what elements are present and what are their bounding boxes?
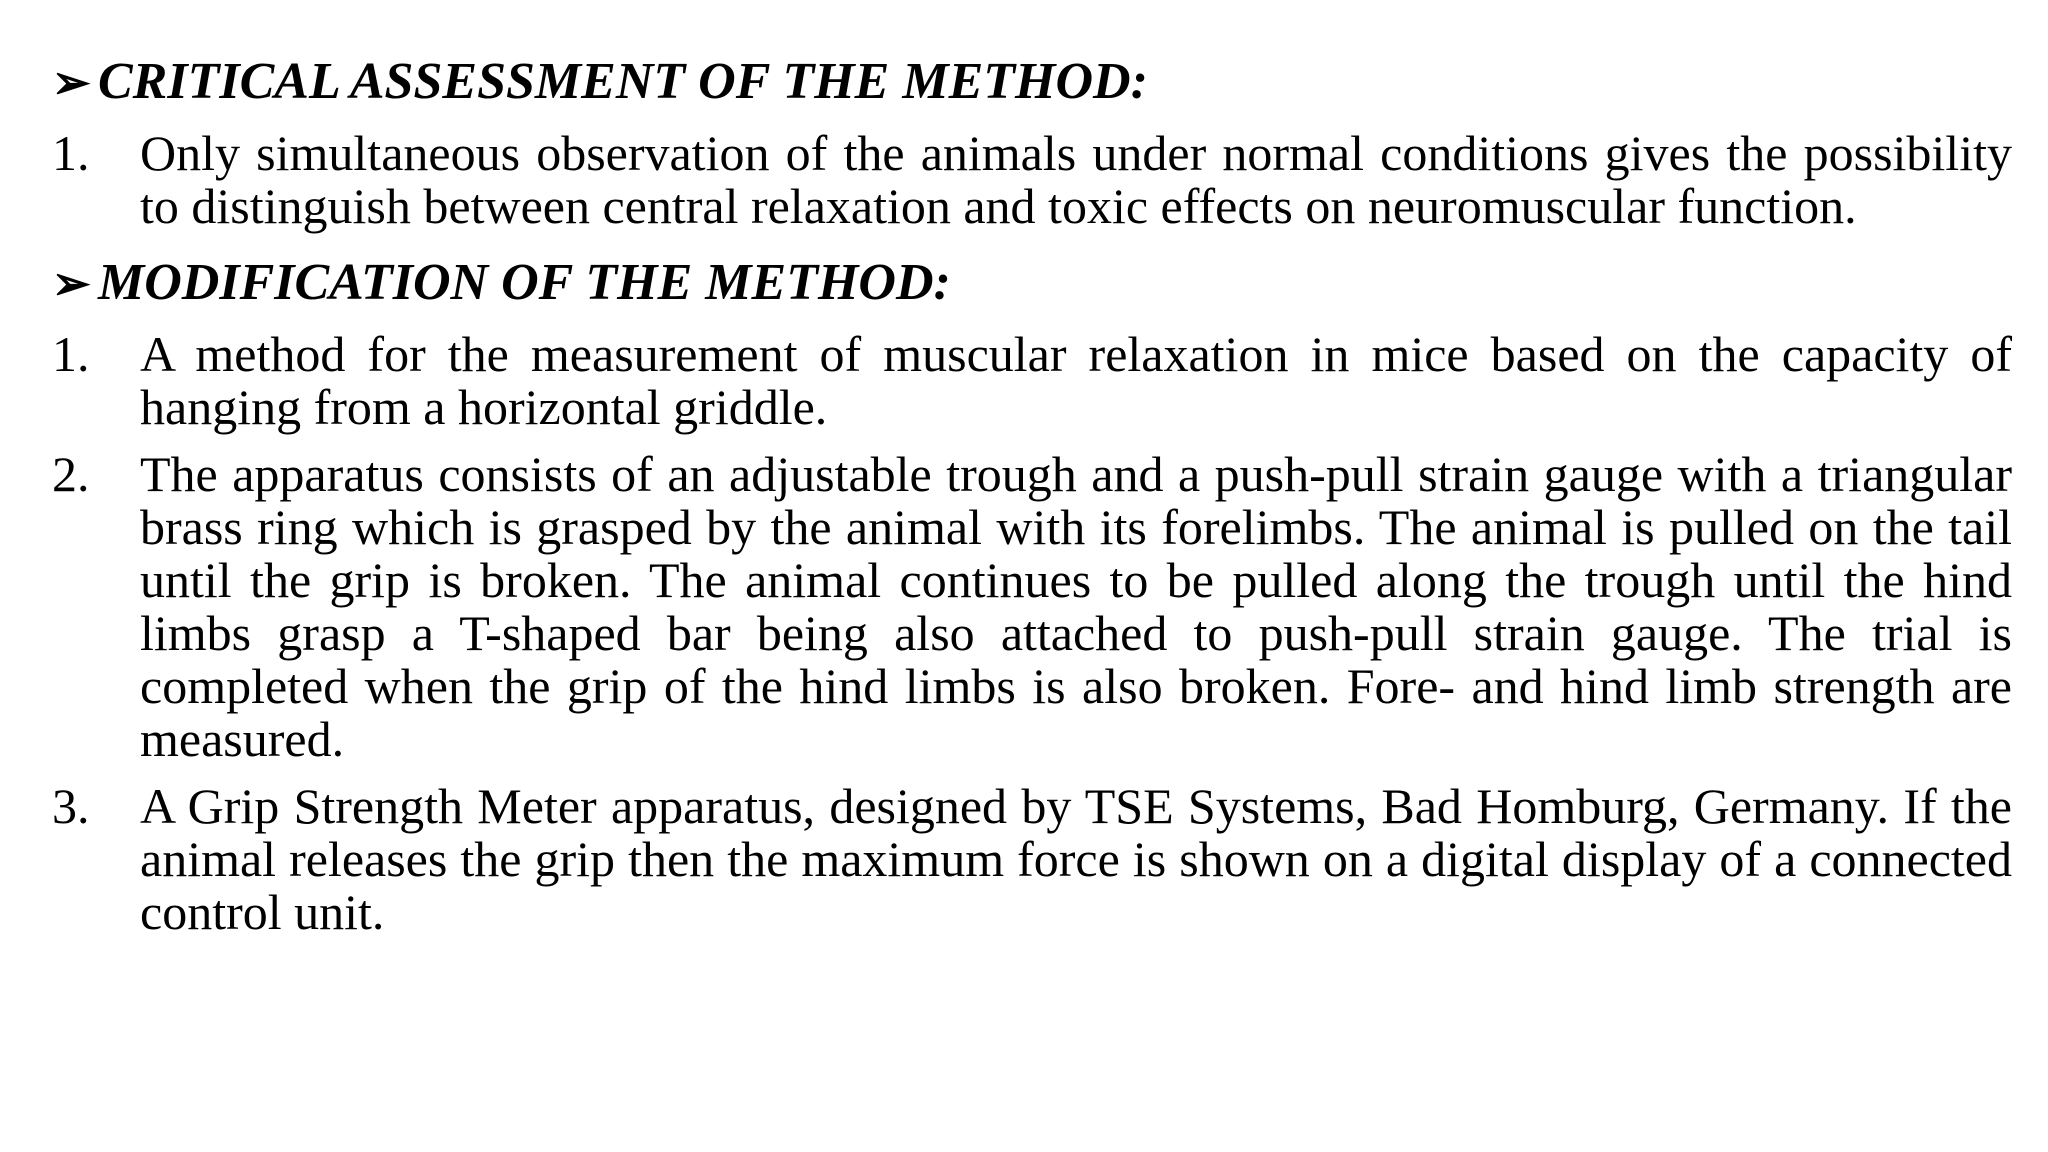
list-item — [52, 127, 2012, 233]
modification-list — [52, 328, 2012, 939]
arrow-bullet-icon: ➢ — [52, 258, 91, 309]
list-item — [52, 780, 2012, 939]
heading-text: MODIFICATION OF THE METHOD: — [98, 254, 951, 311]
item-number: 1. — [52, 125, 90, 181]
item-number: 2. — [52, 446, 90, 502]
item-number: 1. — [52, 326, 90, 382]
list-item — [52, 448, 2012, 766]
item-text: A Grip Strength Meter apparatus, designed by TSE Systems, Bad Homburg, Germany. If the animal releases the grip then the maximum force is shown on a digital display of a connected control unit. — [140, 778, 2012, 940]
item-text: A method for the measurement of muscular relaxation in mice based on the capacity of hanging from a horizontal griddle. — [140, 326, 2012, 435]
item-text: Only simultaneous observation of the animals under normal conditions gives the possibility to distinguish between central relaxation and toxic effects on neuromuscular function. — [140, 125, 2012, 234]
slide-content — [52, 50, 2012, 957]
item-text: The apparatus consists of an adjustable trough and a push-pull strain gauge with a triangular brass ring which is grasped by the animal with its forelimbs. The animal is pulled on the tail until the grip is broken. The animal continues to be pulled along the trough until the hind limbs grasp a T-shaped bar being also attached to push-pull strain gauge. The trial is completed when the grip of the hind limbs is also broken. Fore- and hind limb strength are measured. — [140, 446, 2012, 767]
section-heading-modification — [52, 251, 2012, 316]
critical-assessment-list — [52, 127, 2012, 233]
list-item — [52, 328, 2012, 434]
section-heading-critical-assessment — [52, 50, 2012, 115]
item-number: 3. — [52, 778, 90, 834]
arrow-bullet-icon: ➢ — [52, 57, 91, 108]
heading-text: CRITICAL ASSESSMENT OF THE METHOD: — [98, 53, 1148, 110]
